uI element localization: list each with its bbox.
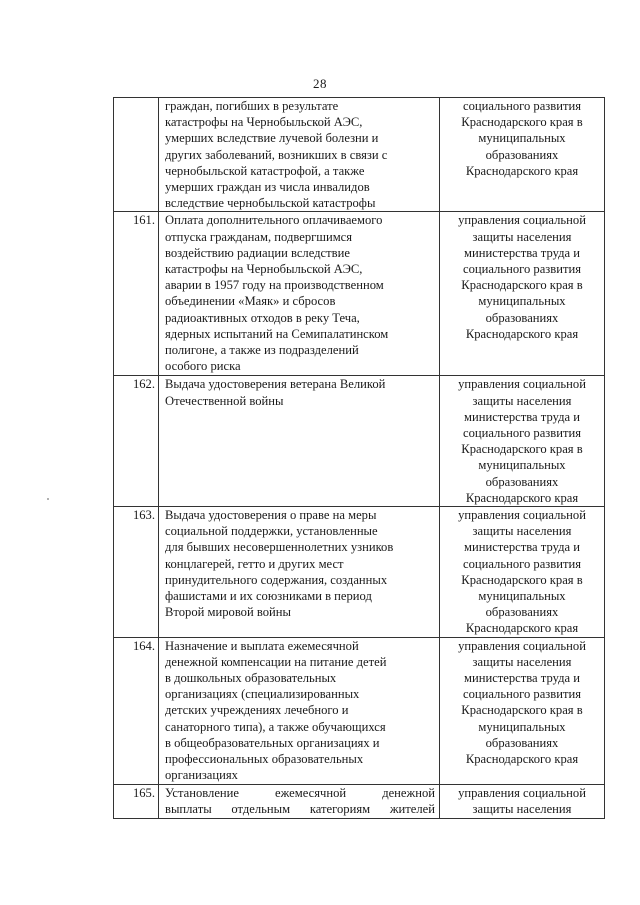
row-number-cell xyxy=(114,98,159,212)
service-description-cell xyxy=(159,784,440,818)
text-line: социального развития xyxy=(462,426,581,441)
text-line: вследствие чернобыльской катастрофы xyxy=(165,196,376,211)
service-description-cell xyxy=(159,98,440,212)
text-line: образованиях xyxy=(485,735,559,750)
service-description-cell xyxy=(159,507,440,638)
text-line: управления социальной xyxy=(458,508,586,523)
table-row xyxy=(114,98,605,212)
text-line: Второй мировой войны xyxy=(165,605,291,620)
text-line: для бывших несовершеннолетних узников xyxy=(165,540,394,555)
text-line: денежной компенсации на питание детей xyxy=(165,654,387,669)
service-description-cell xyxy=(159,212,440,376)
table-row xyxy=(114,784,605,818)
text-line: образованиях xyxy=(485,147,559,162)
text-line: управления социальной xyxy=(458,638,586,653)
text-line: ядерных испытаний на Семипалатинском xyxy=(165,326,389,341)
text-line: социального развития xyxy=(462,687,581,702)
text-line: аварии в 1957 году на производственном xyxy=(165,278,384,293)
text-line: чернобыльской катастрофой, а также xyxy=(165,163,365,178)
text-line: выплаты отдельным категориям жителей xyxy=(165,801,435,816)
text-line: социального развития xyxy=(462,262,581,277)
text-line: умерших граждан из числа инвалидов xyxy=(165,180,370,195)
text-line: Назначение и выплата ежемесячной xyxy=(165,638,359,653)
text-line: муниципальных xyxy=(478,458,566,473)
text-line: министерства труда и xyxy=(464,540,580,555)
text-line: муниципальных xyxy=(478,131,566,146)
responsible-body-cell xyxy=(440,212,605,376)
text-line: Краснодарского края xyxy=(465,326,579,341)
text-line: особого риска xyxy=(165,359,241,374)
text-line: образованиях xyxy=(485,310,559,325)
text-line: управления социальной xyxy=(458,377,586,392)
table-row xyxy=(114,376,605,507)
responsible-body-cell xyxy=(440,784,605,818)
text-line: Краснодарского края в xyxy=(461,572,583,587)
text-line: управления социальной xyxy=(458,785,586,800)
text-line: профессиональных образовательных xyxy=(165,752,364,767)
text-line: муниципальных xyxy=(478,589,566,604)
text-line: социального развития xyxy=(462,556,581,571)
text-line: Краснодарского края xyxy=(465,752,579,767)
table-row xyxy=(114,637,605,784)
text-line: в дошкольных образовательных xyxy=(165,671,337,686)
responsible-body-cell xyxy=(440,507,605,638)
text-line: Отечественной войны xyxy=(165,393,284,408)
text-line: умерших вследствие лучевой болезни и xyxy=(165,131,379,146)
text-line: Выдача удостоверения о праве на меры xyxy=(165,508,377,523)
text-line: объединении «Маяк» и сбросов xyxy=(165,294,336,309)
text-line: катастрофы на Чернобыльской АЭС, xyxy=(165,262,363,277)
text-line: защиты населения xyxy=(472,229,572,244)
text-line: отпуска гражданам, подвергшимся xyxy=(165,229,353,244)
text-line: детских учреждениях лечебного и xyxy=(165,703,349,718)
text-line: муниципальных xyxy=(478,719,566,734)
text-line: катастрофы на Чернобыльской АЭС, xyxy=(165,115,363,130)
text-line: концлагерей, гетто и других мест xyxy=(165,556,344,571)
row-number-cell: 162. xyxy=(114,376,159,507)
responsible-body-cell xyxy=(440,98,605,212)
services-table xyxy=(113,97,605,819)
table-row xyxy=(114,507,605,638)
text-line: санаторного типа), а также обучающихся xyxy=(165,719,386,734)
text-line: фашистами и их союзниками в период xyxy=(165,589,372,604)
text-line: социального развития xyxy=(462,99,581,113)
text-line: Выдача удостоверения ветерана Великой xyxy=(165,377,386,392)
text-line: муниципальных xyxy=(478,294,566,309)
text-line: граждан, погибших в результате xyxy=(165,99,339,113)
text-line: радиоактивных отходов в реку Теча, xyxy=(165,310,360,325)
text-line: министерства труда и xyxy=(464,245,580,260)
text-line: Оплата дополнительного оплачиваемого xyxy=(165,213,383,228)
text-line: Краснодарского края xyxy=(465,163,579,178)
text-line: образованиях xyxy=(485,474,559,489)
text-line: образованиях xyxy=(485,605,559,620)
text-line: защиты населения xyxy=(472,654,572,669)
text-line: министерства труда и xyxy=(464,671,580,686)
text-line: в общеобразовательных организациях и xyxy=(165,735,380,750)
row-number-cell: 161. xyxy=(114,212,159,376)
responsible-body-cell xyxy=(440,637,605,784)
text-line: Краснодарского края xyxy=(465,621,579,636)
text-line: защиты населения xyxy=(472,801,572,816)
text-line: принудительного содержания, созданных xyxy=(165,572,388,587)
text-line: Краснодарского края в xyxy=(461,442,583,457)
text-line: Краснодарского края в xyxy=(461,115,583,130)
service-description-cell xyxy=(159,637,440,784)
text-line: защиты населения xyxy=(472,524,572,539)
text-line: других заболеваний, возникших в связи с xyxy=(165,147,388,162)
row-number-cell: 165. xyxy=(114,784,159,818)
text-line: организациях (специализированных xyxy=(165,687,360,702)
text-line: социальной поддержки, установленные xyxy=(165,524,378,539)
row-number-cell: 164. xyxy=(114,637,159,784)
text-line: полигоне, а также из подразделений xyxy=(165,343,359,358)
table-row xyxy=(114,212,605,376)
text-line: защиты населения xyxy=(472,393,572,408)
text-line: министерства труда и xyxy=(464,409,580,424)
text-line: Краснодарского края xyxy=(465,490,579,505)
scan-speck xyxy=(47,498,49,500)
text-line: Краснодарского края в xyxy=(461,703,583,718)
responsible-body-cell xyxy=(440,376,605,507)
page-number: 28 xyxy=(313,76,327,91)
text-line: воздействию радиации вследствие xyxy=(165,245,350,260)
text-line: Краснодарского края в xyxy=(461,278,583,293)
service-description-cell xyxy=(159,376,440,507)
text-line: организациях xyxy=(165,768,238,783)
text-line: Установление ежемесячной денежной xyxy=(165,785,435,800)
text-line: управления социальной xyxy=(458,213,586,228)
row-number-cell: 163. xyxy=(114,507,159,638)
